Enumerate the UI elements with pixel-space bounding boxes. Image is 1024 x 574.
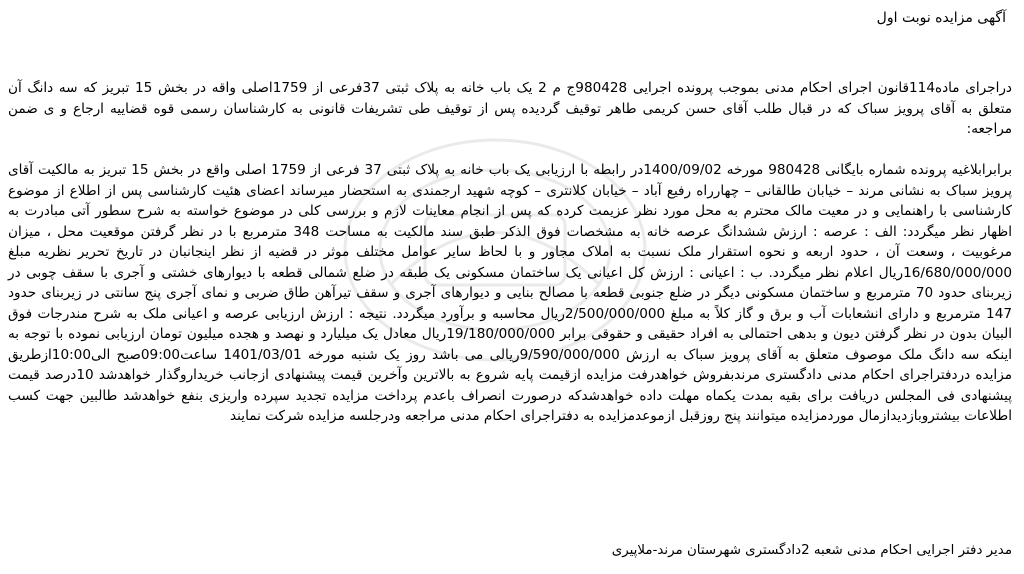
notice-title: آگهی مزایده نوبت اول [876, 10, 1006, 26]
notice-signature: مدیر دفتر اجرایی احکام مدنی شعبه 2دادگستری شهرستان مرند-ملاپیری [611, 543, 1012, 558]
notice-paragraph-intro: دراجرای ماده114قانون اجرای احکام مدنی بموجب پرونده اجرایی 980428ج م 2 یک باب خانه به پلاک ثبتی 37فرعی از 1759اصلی واقه در بخش 15 تبریز که سه دانگ آن متعلق به آقای پرویز سباک که در قبال طلب آقای حسن کریمی طاهر توقیف گردیده پس از توقیف طی تشریفات قانونی به کارشناسان رسمی قوه قضاییه ارجاع و ی ضمن مراجعه: [8, 80, 1012, 137]
notice-paragraph-body: برابرابلاغیه پرونده شماره بایگانی 980428 مورخه 1400/09/02در رابطه با ارزیابی یک باب خانه به پلاک ثبتی 37 فرعی از 1759 اصلی واقع در بخش 15 تبریز به مالکیت آقای پرویز سباک به نشانی مرند – خیابان طالقانی – چهارراه رفیع آباد – خیابان کلانتری – کوچه شهید ارجمندی به استحضار میرساند اعضای هئیت کارشناسی پس از اطلاع از موضوع کارشناسی با راهنمایی و در معیت مالک محترم به محل مورد نظر عزیمت کرده که پس از انجام معاینات لازم و بررسی کلی در موضوع خواسته به شرح سطور آتی مبادرت به اظهار نظر میگردد: الف : عرصه : ارزش ششدانگ عرصه خانه به مشخصات فوق الذکر طبق سند مالکیت به مساحت 348 مترمربع با در نظر گرفتن موقعیت محل ، میزان مرغوبیت ، وسعت آن ، حدود اربعه و نحوه استقرار ملک نسبت به املاک مجاور و با لحاظ سایر عوامل مختلف موثر در قضیه از نظر اینجانبان در تاریخ تحریر نظریه مبلغ 16/680/000/000ریال اعلام نظر میگردد. ب : اعیانی : ارزش کل اعیانی یک ساختمان مسکونی یک طبقه در ضلع شمالی قطعه با دیوارهای خشتی و آجری با سقف چوبی در زیربنای حدود 70 مترمربع و ساختمان مسکونی دیگر در ضلع جنوبی قطعه با مصالح بنایی و دیوارهای آجری و سقف تیرآهن طاق ضربی و نمای آجری پنج سانتی در زیربنای حدود 147 مترمربع و دارای انشعابات آب و برق و گاز کلاً به مبلغ 2/500/000/000ریال محاسبه و برآورد میگردد. نتیجه : ارزش ارزیابی عرصه و اعیانی ملک به شرح مندرجات فوق البیان بدون در نظر گرفتن دیون و بدهی احتمالی به افراد حقیقی و حقوقی برابر 19/180/000/000ریال معادل یک میلیارد و نهصد و هجده میلیون تومان ارزیابی نموده با توجه به اینکه سه دانگ ملک موصوف متعلق به آقای پرویز سباک به ارزش 9/590/000/000ریالی می باشد روز یک شنبه مورخه 1401/03/01 ساعت09:00صبح الی10:00ازطریق مزایده دردفتراجرای احکام مدنی دادگستری مرندبفروش خواهدرفت مزایده ازقیمت پایه شروع به بالاترین وآخرین قیمت پیشنهادی ازجانب خریداروگذار خواهدشد 10درصد قیمت پیشنهادی فی المجلس دریافت برای بقیه بمدت یکماه مهلت داده خواهدشدکه درصورت انصراف باعدم پرداخت مزایده تجدید سپرده واریزی بنفع خواهدشد طالبین جهت کسب اطلاعات بیشتروبازدیدازمال موردمزایده میتوانند پنج روزقبل ازموعدمزایده به دفتراجرای احکام مدنی مراجعه ودرجلسه مزایده شرکت نمایند [8, 162, 1013, 424]
